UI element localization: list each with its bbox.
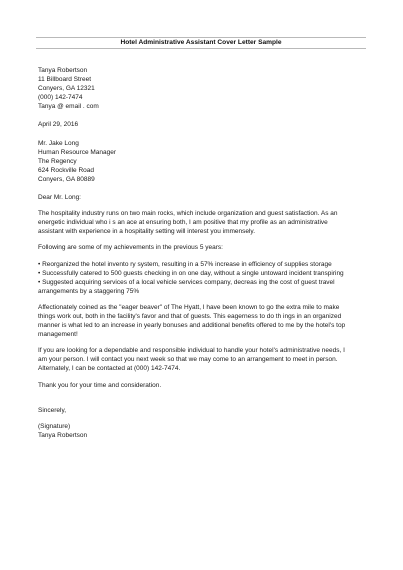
closing: Sincerely, [38,406,67,414]
signer-name: Tanya Robertson [38,431,88,439]
sender-block [38,66,368,111]
paragraph-line: management! [38,331,78,339]
achievement-item: • Successfully catered to 500 guests checking in on one day, without a single untoward incident transpiring [38,269,344,277]
paragraph-line: Affectionately coined as the "eager beaver" of The Hyatt, I have been known to go the extra mile to make [38,303,340,311]
thanks-line: Thank you for your time and consideration. [38,381,162,389]
intro-paragraph [38,209,368,236]
recipient-street: 624 Rockville Road [38,166,95,174]
recipient-city: Conyers, GA 80889 [38,175,95,183]
paragraph-line: assistant with experience in a hospitality setting will interest you immensely. [38,228,256,236]
achievement-item: arrangements by a staggering 75% [38,287,140,295]
sender-phone: (000) 142-7474 [38,94,83,102]
achievements-list [38,260,368,296]
paragraph-line: energetic individual who i s an ace at ensuring both, I am positive that my profile as an administrative [38,219,328,227]
paragraph-line: things work out, both in the facility's favor and that of guests. This eagerness to do th ings in an organized [38,312,342,320]
recipient-company: The Regency [38,157,77,165]
letter-body [38,66,368,440]
paragraph-line: am your person. I will contact you next week so that we may come to an arrangement to meet in person. [38,356,338,364]
sender-name: Tanya Robertson [38,67,88,74]
paragraph-line: Alternately, I can be contacted at (000) 142-7474. [38,365,181,373]
achievement-item: • Suggested acquiring services of a local vehicle services company, decreas ing the cost of guest travel [38,278,335,286]
achievement-item: • Reorganized the hotel invento ry system, resulting in a 57% increase in efficiency of supplies storage [38,260,332,268]
paragraph-line: manner is what led to an increase in yearly bonuses and additional benefits offered to me by the hotel's top [38,322,346,330]
eager-beaver-paragraph [38,303,368,339]
letter-date: April 29, 2016 [38,121,79,129]
recipient-block [38,139,368,184]
sender-email: Tanya @ email . com [38,103,99,111]
salutation: Dear Mr. Long: [38,194,81,202]
contact-paragraph [38,346,368,373]
sender-street: 11 Billboard Street [38,76,91,84]
recipient-name: Mr. Jake Long [38,139,79,147]
document-title: Hotel Administrative Assistant Cover Letter Sample [120,39,282,46]
paragraph-line: If you are looking for a dependable and responsible individual to handle your hotel's administrative needs, I [38,347,345,355]
paragraph-line: The hospitality industry runs on two main rocks, which include organization and guest satisfaction. As an [38,210,338,218]
signature-placeholder: (Signature) [38,422,71,430]
recipient-title: Human Resource Manager [38,148,117,156]
sender-city: Conyers, GA 12321 [38,85,95,93]
achievements-intro: Following are some of my achievements in the previous 5 years: [38,244,223,252]
